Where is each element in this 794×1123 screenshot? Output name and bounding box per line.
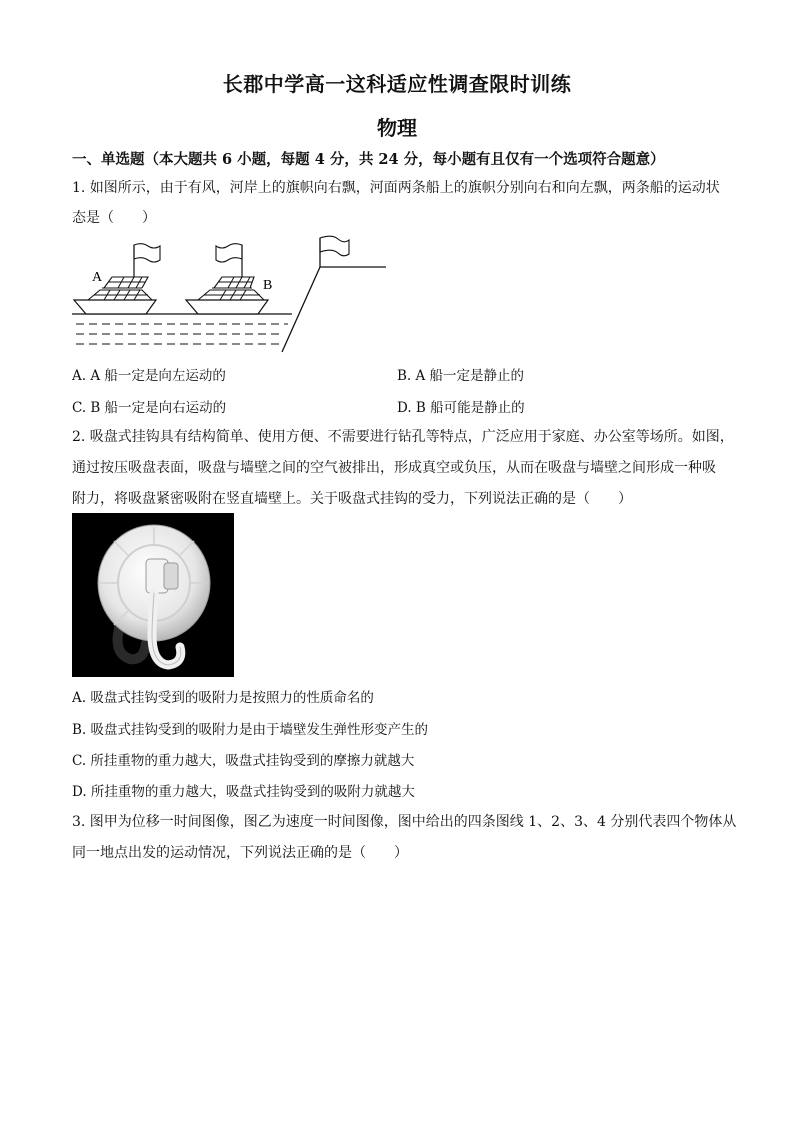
subject-heading: 物理: [377, 116, 417, 140]
q1-option-b[interactable]: B. A 船一定是静止的: [397, 368, 525, 384]
boat-b-icon: [186, 244, 268, 314]
q1-text-line1: 1. 如图所示，由于有风，河岸上的旗帜向右飘，河面两条船上的旗帜分别向右和向左飘，两条船的运动状: [72, 180, 720, 196]
suction-hook-icon: [72, 513, 234, 677]
bank-flag-icon: [320, 236, 349, 267]
q2-text-line1: 2. 吸盘式挂钩具有结构简单、使用方便、不需要进行钻孔等特点，广泛应用于家庭、办公室等场所。如图，: [72, 429, 734, 445]
q3-text-line1: 3. 图甲为位移一时间图像，图乙为速度一时间图像，图中给出的四条图线 1、2、3、4 分别代表四个物体从: [72, 814, 737, 830]
page-title: 长郡中学高一这科适应性调查限时训练: [222, 72, 572, 96]
q2-text-line3: 附力，将吸盘紧密吸附在竖直墙壁上。关于吸盘式挂钩的受力，下列说法正确的是（ ）: [72, 491, 632, 507]
section-heading: 一、单选题（本大题共 6 小题，每题 4 分，共 24 分，每小题有且仅有一个选项符合题意）: [72, 151, 665, 168]
q1-option-a[interactable]: A. A 船一定是向左运动的: [72, 368, 226, 384]
q2-option-b[interactable]: B. 吸盘式挂钩受到的吸附力是由于墙壁发生弹性形变产生的: [72, 722, 429, 738]
q2-option-c[interactable]: C. 所挂重物的重力越大，吸盘式挂钩受到的摩擦力就越大: [72, 753, 415, 769]
q1-option-c[interactable]: C. B 船一定是向右运动的: [72, 400, 227, 416]
q2-text-line2: 通过按压吸盘表面，吸盘与墙壁之间的空气被排出，形成真空或负压，从而在吸盘与墙壁之间形成一种吸: [72, 460, 716, 476]
boat-a-icon: [74, 244, 160, 314]
q1-text-line2: 态是（ ）: [72, 210, 156, 226]
q2-option-a[interactable]: A. 吸盘式挂钩受到的吸附力是按照力的性质命名的: [72, 690, 374, 706]
boat-a-label: A: [92, 270, 103, 285]
boats-river-figure: [70, 234, 390, 356]
q3-text-line2: 同一地点出发的运动情况，下列说法正确的是（ ）: [72, 845, 408, 861]
q2-option-d[interactable]: D. 所挂重物的重力越大，吸盘式挂钩受到的吸附力就越大: [72, 784, 415, 800]
boat-b-label: B: [263, 278, 273, 293]
suction-hook-photo: [72, 513, 234, 677]
q1-option-d[interactable]: D. B 船可能是静止的: [397, 400, 525, 416]
